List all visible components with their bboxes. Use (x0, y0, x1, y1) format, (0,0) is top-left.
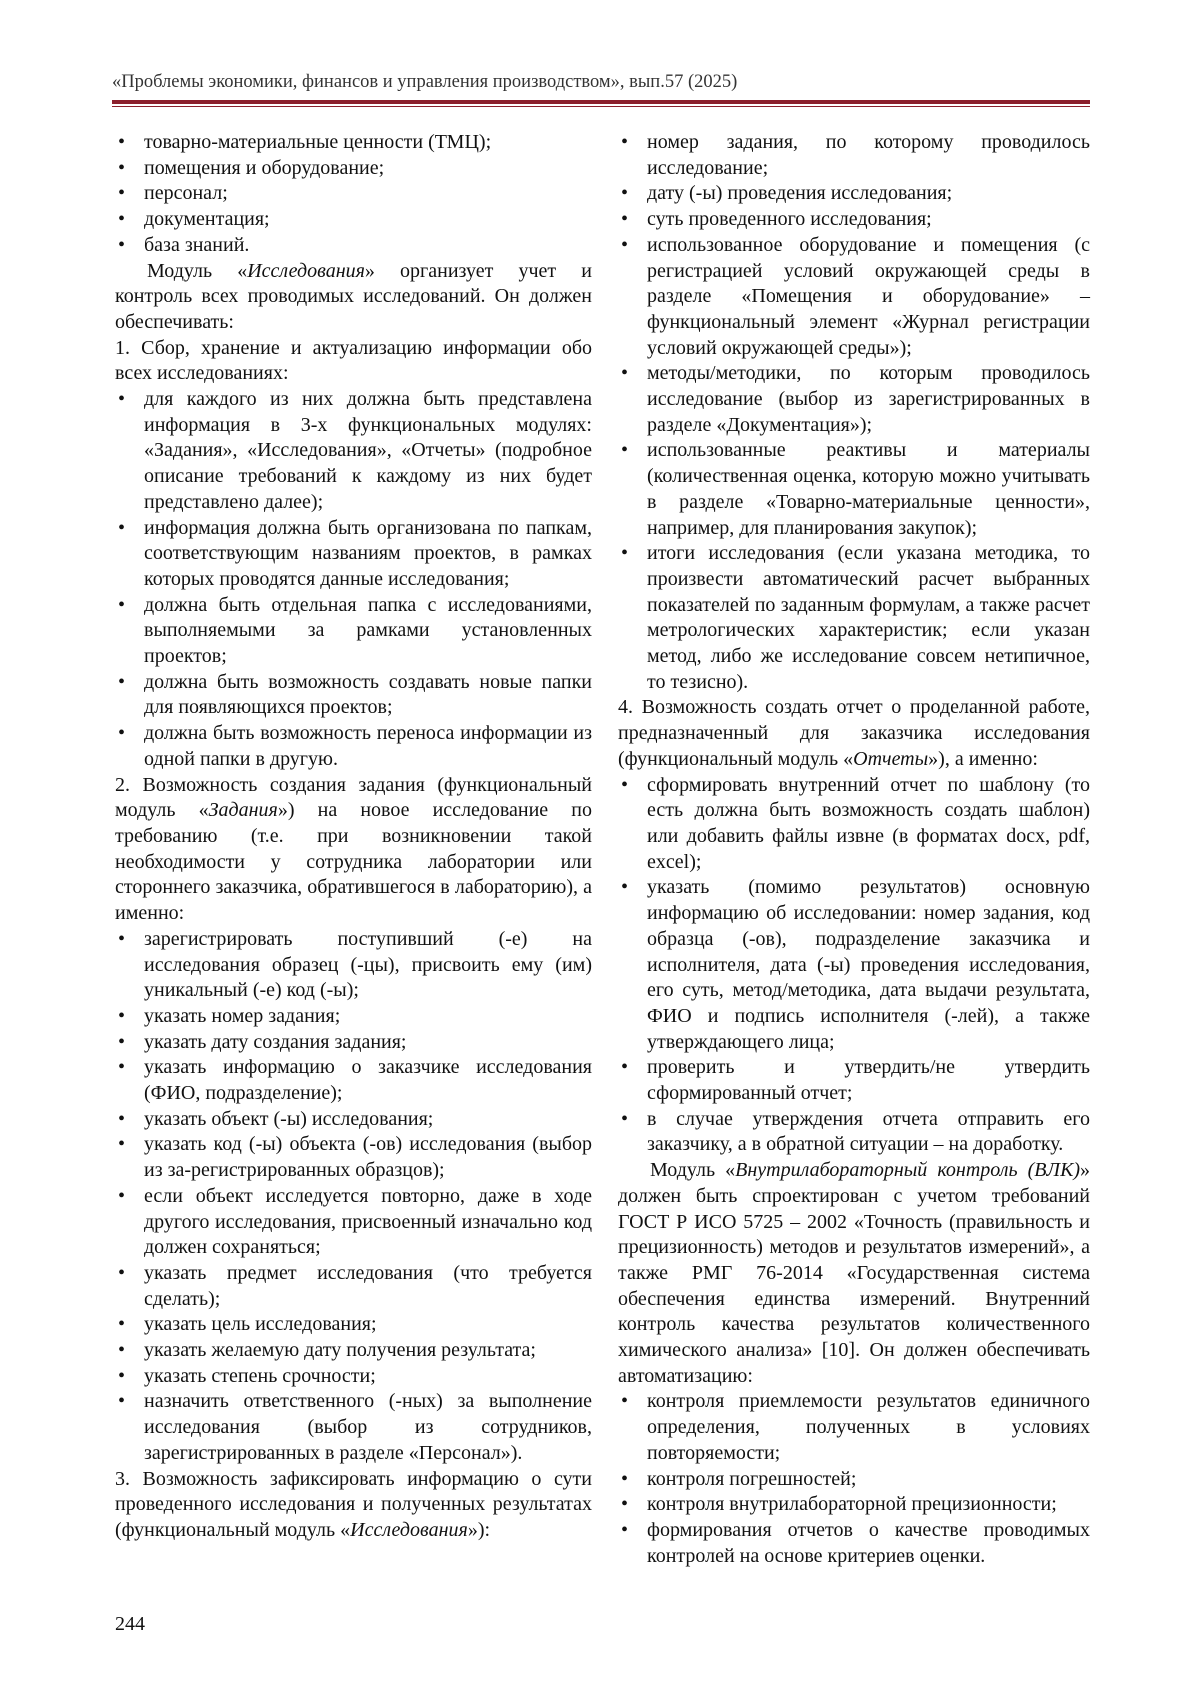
list-item: • указать номер задания; (115, 1004, 592, 1030)
task-requirements-list (115, 927, 592, 1467)
list-item: • итоги исследования (если указана методика, то произвести автоматический расчет выбранных показателей по заданным формулам, а также расчет метрологических характеристик; если указан метод, либо же исследование совсем нетипичное, то тезисно). (618, 541, 1090, 695)
list-item: • проверить и утвердить/не утвердить сформированный отчет; (618, 1055, 1090, 1106)
list-item: • база знаний. (115, 233, 592, 259)
list-item: • товарно-материальные ценности (ТМЦ); (115, 130, 592, 156)
right-column (618, 130, 1090, 1569)
list-item: • указать (помимо результатов) основную информацию об исследовании: номер задания, код образца (-ов), подразделение заказчика и исполнителя, дата (-ы) проведения исследования, его суть, метод/методика, дата выдачи результата, ФИО и подпись исполнителя (-лей), а также утверждающего лица; (618, 875, 1090, 1055)
resource-list (115, 130, 592, 259)
module-tasks-name: Задания (208, 799, 278, 822)
point-4: 4. Возможность создать отчет о проделанной работе, предназначенный для заказчика исследования (функциональный модуль «Отчеты»), а именно: (618, 696, 1090, 770)
list-item: • указать желаемую дату получения результата; (115, 1338, 592, 1364)
point-3: 3. Возможность зафиксировать информацию о сути проведенного исследования и полученных результатах (функциональный модуль «Исследования»): (115, 1467, 592, 1541)
list-item: • методы/методики, по которым проводилось исследование (выбор из зарегистрированных в разделе «Документация»); (618, 361, 1090, 438)
list-item: • назначить ответственного (-ных) за выполнение исследования (выбор из сотрудников, зарегистрированных в разделе «Персонал»). (115, 1389, 592, 1466)
list-item: • для каждого из них должна быть представлена информация в 3-х функциональных модулях: «Задания», «Исследования», «Отчеты» (подробное описание требований к каждому из них будет представлено далее); (115, 387, 592, 516)
list-item: • в случае утверждения отчета отправить его заказчику, а в обратной ситуации – на доработку. (618, 1107, 1090, 1158)
vlk-automation-list (618, 1389, 1090, 1569)
list-item: • сформировать внутренний отчет по шаблону (то есть должна быть возможность создать шаблон) или добавить файлы извне (в форматах docx, pdf, excel); (618, 773, 1090, 876)
point-2: 2. Возможность создания задания (функциональный модуль «Задания») на новое исследование по требованию (т.е. при возникновении такой необходимости у сотрудника лаборатории или стороннего заказчика, обратившегося в лабораторию), а именно: (115, 773, 592, 925)
module-research-name: Исследования (247, 259, 365, 282)
research-record-list (618, 130, 1090, 695)
module-research-intro: Модуль «Исследования» организует учет и контроль всех проводимых исследований. Он должен обеспечивать: (115, 259, 592, 333)
list-item: • должна быть отдельная папка с исследованиями, выполняемыми за рамками установленных проектов; (115, 593, 592, 670)
list-item: • дату (-ы) проведения исследования; (618, 181, 1090, 207)
header-rule-thin (112, 106, 1090, 107)
report-requirements-list (618, 773, 1090, 1159)
page-number: 244 (115, 1613, 145, 1635)
list-item: • контроля внутрилабораторной прецизионности; (618, 1492, 1090, 1518)
list-item: • использованное оборудование и помещения (с регистрацией условий окружающей среды в разделе «Помещения и оборудование» – функциональный элемент «Журнал регистрации условий окружающей среды»); (618, 233, 1090, 362)
journal-header: «Проблемы экономики, финансов и управления производством», вып.57 (2025) (112, 72, 738, 92)
list-item: • формирования отчетов о качестве проводимых контролей на основе критериев оценки. (618, 1518, 1090, 1569)
list-item: • документация; (115, 207, 592, 233)
list-item: • персонал; (115, 181, 592, 207)
list-item: • указать объект (-ы) исследования; (115, 1107, 592, 1133)
list-item: • информация должна быть организована по папкам, соответствующим названиям проектов, в рамках которых проводятся данные исследования; (115, 516, 592, 593)
point-1: 1. Сбор, хранение и актуализацию информации обо всех исследованиях: (115, 336, 592, 385)
left-column (115, 130, 592, 1544)
list-item: • помещения и оборудование; (115, 156, 592, 182)
list-item: • указать код (-ы) объекта (-ов) исследования (выбор из за-регистрированных образцов); (115, 1132, 592, 1183)
list-item: • зарегистрировать поступивший (-е) на исследования образец (-цы), присвоить ему (им) уникальный (-е) код (-ы); (115, 927, 592, 1004)
list-item: • суть проведенного исследования; (618, 207, 1090, 233)
list-item: • должна быть возможность переноса информации из одной папки в другую. (115, 721, 592, 772)
list-item: • контроля погрешностей; (618, 1467, 1090, 1493)
list-item: • указать предмет исследования (что требуется сделать); (115, 1261, 592, 1312)
module-vlk-paragraph: Модуль «Внутрилабораторный контроль (ВЛК)» должен быть спроектирован с учетом требований ГОСТ Р ИСО 5725 – 2002 «Точность (правильность и прецизионность) методов и результатов измерений», а также РМГ 76-2014 «Государственная система обеспечения единства измерений. Внутренний контроль качества результатов количественного химического анализа» [10]. Он должен обеспечивать автоматизацию: (618, 1159, 1091, 1387)
list-item: • должна быть возможность создавать новые папки для появляющихся проектов; (115, 670, 592, 721)
storage-requirements-list (115, 387, 592, 773)
header-rule-thick (112, 100, 1090, 104)
list-item: • указать цель исследования; (115, 1312, 592, 1338)
module-vlk-name: Внутрилабораторный контроль (ВЛК) (735, 1159, 1081, 1182)
list-item: • указать информацию о заказчике исследования (ФИО, подразделение); (115, 1055, 592, 1106)
module-reports-name: Отчеты (853, 747, 929, 770)
list-item: • использованные реактивы и материалы (количественная оценка, которую можно учитывать в разделе «Товарно-материальные ценности», например, для планирования закупок); (618, 438, 1090, 541)
module-research-name-2: Исследования (350, 1518, 468, 1541)
list-item: • указать дату создания задания; (115, 1030, 592, 1056)
list-item: • номер задания, по которому проводилось исследование; (618, 130, 1090, 181)
list-item: • контроля приемлемости результатов единичного определения, полученных в условиях повторяемости; (618, 1389, 1090, 1466)
list-item: • если объект исследуется повторно, даже в ходе другого исследования, присвоенный изначально код должен сохраняться; (115, 1184, 592, 1261)
list-item: • указать степень срочности; (115, 1364, 592, 1390)
